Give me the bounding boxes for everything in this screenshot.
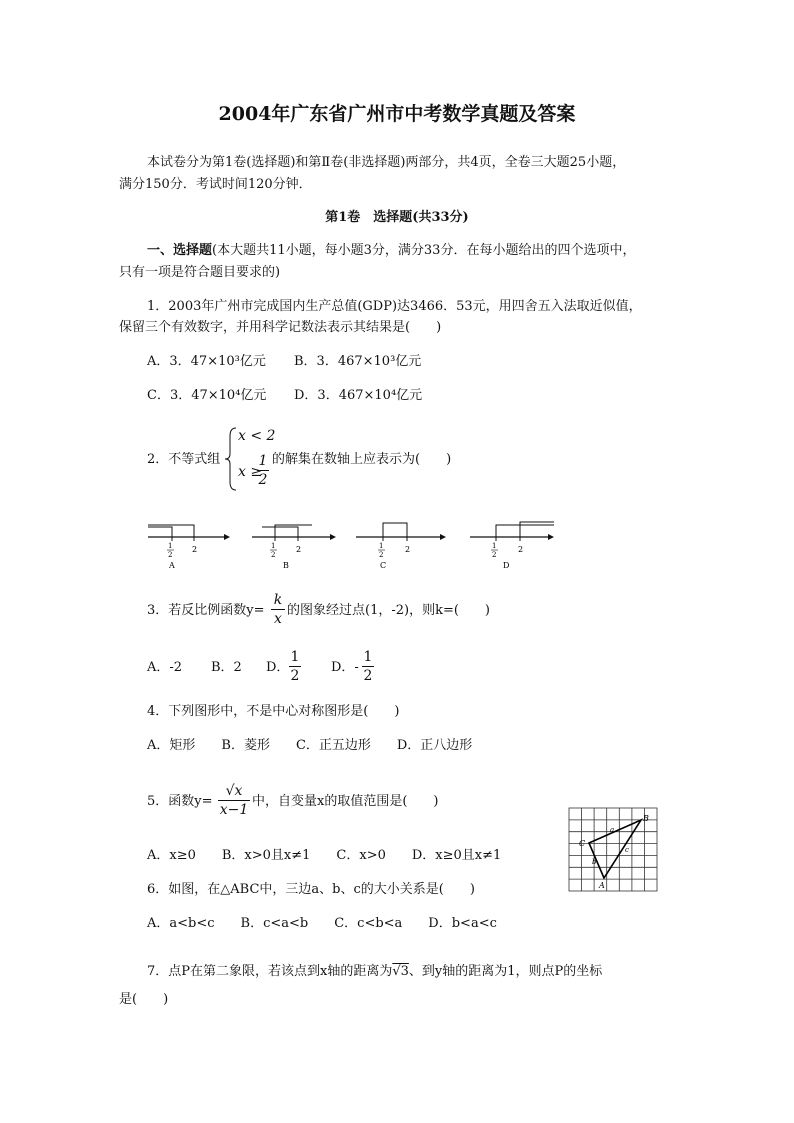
axis-d-half-den: 2 xyxy=(492,551,497,559)
q5-prefix: 5．函数y= xyxy=(147,794,213,809)
axis-a-two: 2 xyxy=(192,545,198,554)
q6-options: A．a<b<c B．c<a<b C．c<b<a D．b<a<c xyxy=(147,916,497,931)
q2-suffix: 的解集在数轴上应表示为( ) xyxy=(272,452,452,467)
fig-label-side-c: c xyxy=(625,846,629,854)
q6-triangle-figure xyxy=(566,806,662,896)
fig-label-side-b: b xyxy=(592,858,597,866)
q2-prefix: 2．不等式组 xyxy=(147,452,221,467)
fig-label-side-a: a xyxy=(610,826,615,834)
q3-option-a: A．-2 xyxy=(147,660,183,675)
q3-option-b: B．2 xyxy=(211,660,242,675)
number-line-b xyxy=(252,525,336,570)
q3-option-d-denominator: 2 xyxy=(363,668,373,684)
part-one-rest: (本大题共11小题，每小题3分，满分33分．在每小题给出的四个选项中， xyxy=(212,243,636,258)
q1-line-1: 1．2003年广州市完成国内生产总值(GDP)达3466．53元，用四舍五入法取近似值， xyxy=(147,299,642,314)
q7-line-1 xyxy=(147,964,602,980)
q5-fraction-numerator: √x xyxy=(225,783,243,799)
q4-options: A．矩形 B．菱形 C．正五边形 D．正八边形 xyxy=(147,738,473,753)
axis-b-two: 2 xyxy=(296,545,302,554)
q7-line-2: 是( ) xyxy=(119,992,169,1007)
axis-b-half-num: 1 xyxy=(271,542,276,550)
section-heading: 第1卷 选择题(共33分) xyxy=(325,210,469,225)
part-one-intro xyxy=(147,243,635,259)
label-a: A xyxy=(169,561,175,570)
q2-brace xyxy=(224,426,238,492)
intro-line-2: 满分150分．考试时间120分钟． xyxy=(119,177,312,192)
number-line-a xyxy=(148,525,230,570)
q3-option-c-fraction xyxy=(289,649,301,684)
q1-option-b: B．3．467×10³亿元 xyxy=(294,354,422,369)
q1-option-c: C．3．47×10⁴亿元 xyxy=(147,388,267,403)
part-one-head: 一、选择题 xyxy=(147,243,213,258)
fig-label-c-vertex: C xyxy=(579,839,586,848)
part-one-line-2: 只有一项是符合题目要求的) xyxy=(119,265,281,280)
q5-suffix: 中，自变量x的取值范围是( ) xyxy=(252,794,439,809)
q1-option-d: D．3．467×10⁴亿元 xyxy=(294,388,423,403)
q3-option-d-fraction xyxy=(362,649,374,684)
q4-stem: 4．下列图形中，不是中心对称图形是( ) xyxy=(147,704,400,719)
axis-c-half-num: 1 xyxy=(379,542,384,550)
number-line-c xyxy=(356,523,446,570)
intro-line-1: 本试卷分为第1卷(选择题)和第Ⅱ卷(非选择题)两部分，共4页，全卷三大题25小题， xyxy=(147,155,626,170)
q3-fraction-denominator: x xyxy=(274,611,282,627)
fig-label-a-vertex: A xyxy=(599,881,605,890)
axis-d-two: 2 xyxy=(518,545,524,554)
q7-line-1-post: 、到y轴的距离为1，则点P的坐标 xyxy=(408,964,603,979)
axis-b-half-den: 2 xyxy=(271,551,276,559)
axis-c-two: 2 xyxy=(405,545,411,554)
axis-c-half-den: 2 xyxy=(379,551,384,559)
axis-a-half-num: 1 xyxy=(168,542,173,550)
q3-fraction xyxy=(271,592,285,627)
label-c: C xyxy=(380,561,387,570)
axis-a-half-den: 2 xyxy=(168,551,173,559)
q3-option-c-denominator: 2 xyxy=(290,668,300,684)
q3-option-c-numerator: 1 xyxy=(290,649,300,665)
number-line-d xyxy=(470,522,554,570)
q3-suffix: 的图象经过点(1，-2)，则k=( ) xyxy=(287,603,490,618)
label-b: B xyxy=(283,561,289,570)
q3-prefix: 3．若反比例函数y= xyxy=(147,603,265,618)
label-d: D xyxy=(503,561,510,570)
q1-line-2: 保留三个有效数字，并用科学记数法表示其结果是( ) xyxy=(119,320,442,335)
q3-option-d: D．- xyxy=(331,660,359,675)
q2-inequality-1: x < 2 xyxy=(238,428,276,444)
q2-number-lines xyxy=(140,515,570,575)
q3-option-d-numerator: 1 xyxy=(363,649,373,665)
axis-d-half-num: 1 xyxy=(492,542,497,550)
q7-line-1-pre: 7．点P在第二象限，若该点到x轴的距离为 xyxy=(147,964,393,979)
q5-fraction xyxy=(218,783,250,818)
q3-option-c: D． xyxy=(266,660,290,675)
q3-fraction-numerator: k xyxy=(273,592,283,608)
q2-inequality-2-lhs: x ≥ xyxy=(238,464,263,480)
q2-fraction-numerator: 1 xyxy=(258,453,268,469)
q6-stem: 6．如图，在△ABC中，三边a、b、c的大小关系是( ) xyxy=(147,882,475,897)
q7-sqrt3: √3 xyxy=(392,964,409,979)
page-title: 2004年广东省广州市中考数学真题及答案 xyxy=(218,103,576,125)
q1-option-a: A．3．47×10³亿元 xyxy=(147,354,266,369)
q5-fraction-denominator: x−1 xyxy=(219,802,249,818)
fig-label-b-vertex: B xyxy=(643,814,649,823)
q2-fraction xyxy=(257,453,269,488)
q2-fraction-denominator: 2 xyxy=(258,472,268,488)
q5-options: A．x≥0 B．x>0且x≠1 C．x>0 D．x≥0且x≠1 xyxy=(147,848,502,863)
